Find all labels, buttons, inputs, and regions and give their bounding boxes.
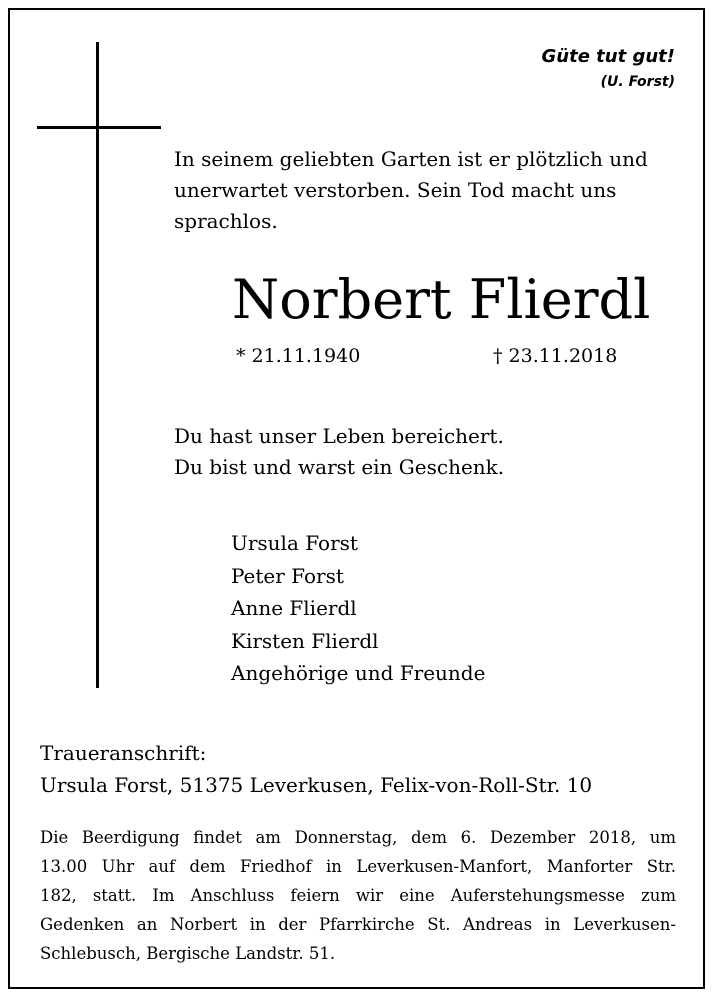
- funeral-details: [40, 823, 676, 968]
- intro-line: unerwartet verstorben. Sein Tod macht uns: [174, 178, 617, 202]
- cross-vertical-bar: [96, 42, 99, 688]
- mourner-name: Kirsten Flierdl: [231, 628, 379, 653]
- verse-text: [174, 421, 504, 483]
- death-date: † 23.11.2018: [493, 345, 618, 367]
- cross-horizontal-bar: [37, 126, 161, 129]
- birth-date: * 21.11.1940: [236, 345, 361, 367]
- address-value: Ursula Forst, 51375 Leverkusen, Felix-von-Roll-Str. 10: [40, 773, 593, 797]
- verse-line: Du hast unser Leben bereichert.: [174, 424, 504, 448]
- funeral-line: Gedenken an Norbert in der Pfarrkirche St. Andreas in Leverkusen-: [40, 915, 676, 934]
- motto: [542, 44, 675, 94]
- intro-line: sprachlos.: [174, 209, 278, 233]
- intro-line: In seinem geliebten Garten ist er plötzlich und: [174, 147, 648, 171]
- intro-text: [174, 144, 674, 237]
- funeral-line: Schlebusch, Bergische Landstr. 51.: [40, 944, 336, 963]
- mourner-name: Ursula Forst: [231, 531, 358, 555]
- funeral-line: 182, statt. Im Anschluss feiern wir eine Auferstehungsmesse zum: [40, 886, 676, 905]
- verse-line: Du bist und warst ein Geschenk.: [174, 455, 505, 479]
- mourner-name: Angehörige und Freunde: [231, 661, 486, 685]
- mourner-name: Anne Flierdl: [231, 596, 357, 620]
- motto-author: (U. Forst): [600, 74, 675, 90]
- mourner-name: Peter Forst: [231, 563, 344, 588]
- motto-text: Güte tut gut!: [541, 46, 675, 67]
- deceased-name: Norbert Flierdl: [232, 268, 651, 331]
- funeral-line: Die Beerdigung findet am Donnerstag, dem 6. Dezember 2018, um: [40, 828, 676, 847]
- address-label: Traueranschrift:: [40, 741, 207, 765]
- funeral-line: 13.00 Uhr auf dem Friedhof in Leverkusen-Manfort, Manforter Str.: [40, 857, 676, 876]
- mourning-address: [40, 737, 592, 801]
- mourners-list: [231, 527, 485, 690]
